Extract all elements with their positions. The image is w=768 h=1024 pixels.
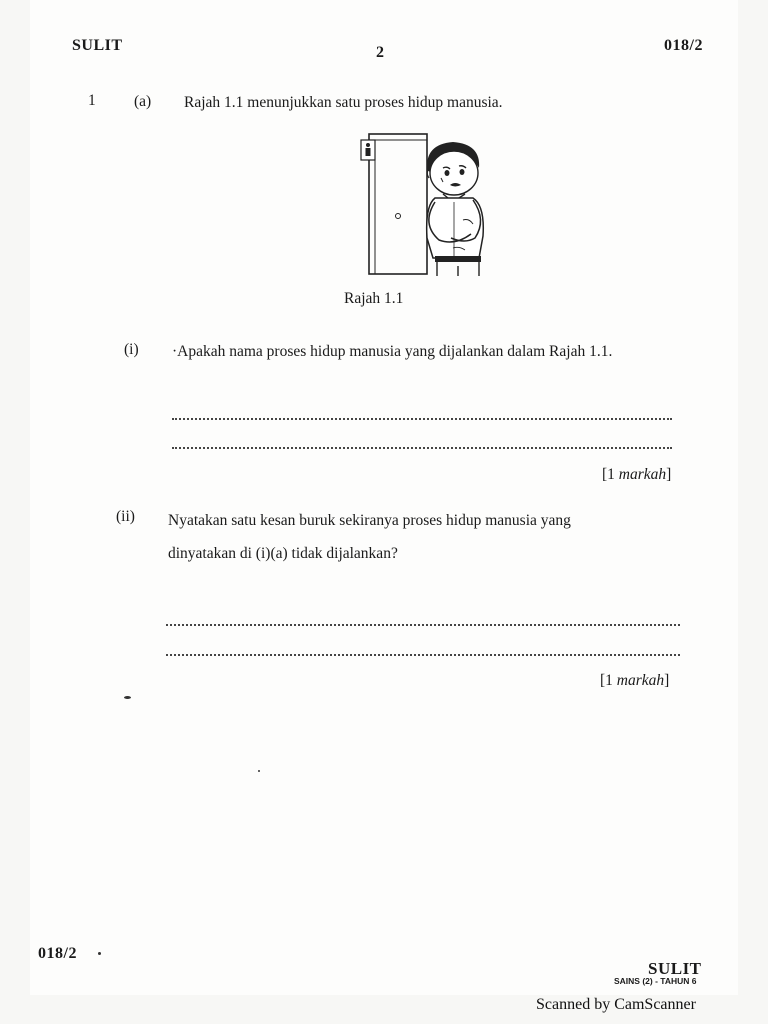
boy-face [430,151,478,195]
scan-speck [98,952,101,955]
sub-ii-text-line2: dinyatakan di (i)(a) tidak dijalankan? [168,545,398,562]
camscanner-watermark: Scanned by CamScanner [536,996,696,1013]
answer-line-ii-2[interactable] [166,654,680,656]
boy-belt [435,256,481,262]
footer-sulit: SULIT [648,959,702,978]
figure-toilet-boy [355,128,505,278]
marks-suffix: ] [664,672,670,689]
part-a-label: (a) [134,93,152,110]
part-a-text: Rajah 1.1 menunjukkan satu proses hidup manusia. [184,94,503,111]
sub-i-label: (i) [124,341,139,358]
marks-word: markah [616,672,665,689]
sub-ii-text-line1: Nyatakan satu kesan buruk sekiranya proses hidup manusia yang [168,512,571,529]
scan-speck [124,696,131,699]
scan-speck [258,770,260,772]
footer-paper-code: 018/2 [38,945,77,962]
marks-prefix: [1 [602,466,619,483]
marks-prefix: [1 [600,672,617,689]
sub-ii-label: (ii) [116,508,135,525]
footer-subject: SAINS (2) - TAHUN 6 [614,976,697,986]
figure-caption: Rajah 1.1 [344,290,404,307]
boy-shirt [427,198,484,258]
page-number: 2 [376,44,385,61]
door-frame [369,134,427,274]
exam-page [30,0,738,995]
question-number: 1 [88,92,96,109]
answer-line-ii-1[interactable] [166,624,680,626]
sub-i-text: ·Apakah nama proses hidup manusia yang dijalankan dalam Rajah 1.1. [172,343,613,360]
header-paper-code: 018/2 [664,37,703,54]
sub-i-marks [602,466,671,484]
answer-line-i-1[interactable] [172,418,672,420]
door-knob [396,214,401,219]
marks-word: markah [618,466,667,483]
marks-suffix: ] [666,466,672,483]
header-sulit: SULIT [72,37,123,54]
answer-line-i-2[interactable] [172,447,672,449]
sub-ii-marks [600,672,669,690]
